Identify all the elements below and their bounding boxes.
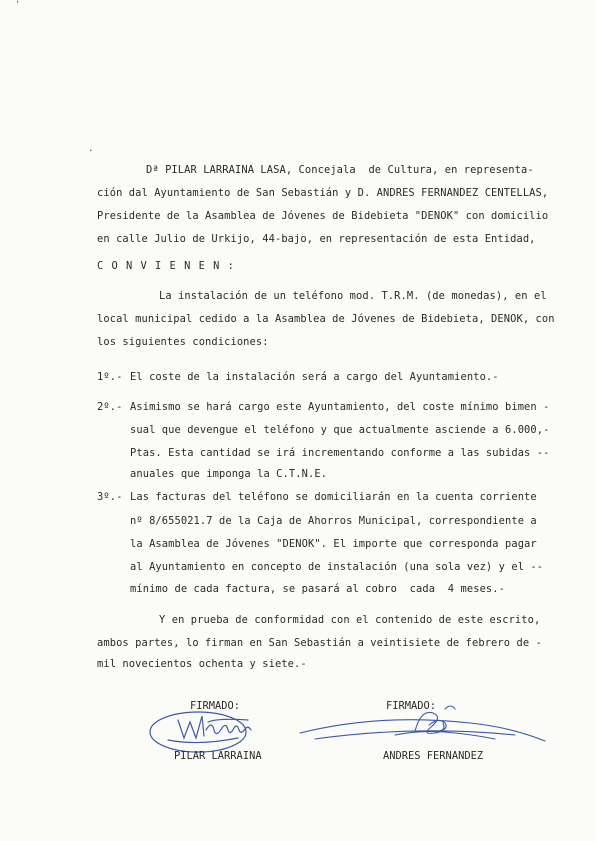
- condition-line: Ptas. Esta cantidad se irá incrementando conforme a las subidas --: [130, 447, 550, 459]
- intro-line: ción dal Ayuntamiento de San Sebastián y D. ANDRES FERNANDEZ CENTELLAS,: [97, 187, 549, 199]
- condition-line: Las facturas del teléfono se domiciliarán en la cuenta corriente: [130, 491, 537, 503]
- condition-line: la Asamblea de Jóvenes "DENOK". El importe que corresponda pagar: [130, 538, 537, 550]
- intro-line: en calle Julio de Urkijo, 44-bajo, en representación de esta Entidad,: [97, 233, 536, 245]
- preamble-line: local municipal cedido a la Asamblea de Jóvenes de Bidebieta, DENOK, con: [97, 313, 555, 325]
- condition-line: anuales que imponga la C.T.N.E.: [130, 468, 328, 480]
- signature-right-icon: [295, 695, 555, 755]
- intro-line: Dª PILAR LARRAINA LASA, Concejala de Cultura, en representa-: [146, 164, 534, 176]
- condition-line: al Ayuntamiento en concepto de instalación (una sola vez) y el --: [130, 561, 544, 573]
- margin-mark: ': [15, 0, 21, 10]
- condition-number: 3º.-: [97, 491, 123, 503]
- condition-number: 2º.-: [97, 401, 123, 413]
- signature-label-left: FIRMADO:: [190, 700, 241, 712]
- signature-name-left: PILAR LARRAINA: [174, 750, 262, 762]
- condition-number: 1º.-: [97, 371, 123, 383]
- signature-name-right: ANDRES FERNANDEZ: [383, 750, 484, 762]
- preamble-line: los siguientes condiciones:: [97, 336, 269, 348]
- closing-line: ambos partes, lo firman en San Sebastián a veintisiete de febrero de -: [97, 637, 542, 649]
- condition-line: El coste de la instalación será a cargo del Ayuntamiento.-: [130, 371, 499, 383]
- preamble-line: La instalación de un teléfono mod. T.R.M. (de monedas), en el: [159, 290, 547, 302]
- closing-line: mil novecientos ochenta y siete.-: [97, 658, 307, 670]
- margin-mark: .: [88, 144, 94, 154]
- condition-line: mínimo de cada factura, se pasará al cobro cada 4 meses.-: [130, 583, 505, 595]
- condition-line: Asimismo se hará cargo este Ayuntamiento, del coste mínimo bimen -: [130, 401, 550, 413]
- condition-line: nº 8/655021.7 de la Caja de Ahorros Municipal, correspondiente a: [130, 515, 537, 527]
- closing-line: Y en prueba de conformidad con el contenido de este escrito,: [159, 614, 541, 626]
- signature-label-right: FIRMADO:: [386, 700, 437, 712]
- intro-line: Presidente de la Asamblea de Jóvenes de Bidebieta "DENOK" con domicilio: [97, 210, 549, 222]
- condition-line: sual que devengue el teléfono y que actualmente asciende a 6.000,-: [130, 424, 550, 436]
- convienen-heading: C O N V I E N E N :: [97, 260, 235, 272]
